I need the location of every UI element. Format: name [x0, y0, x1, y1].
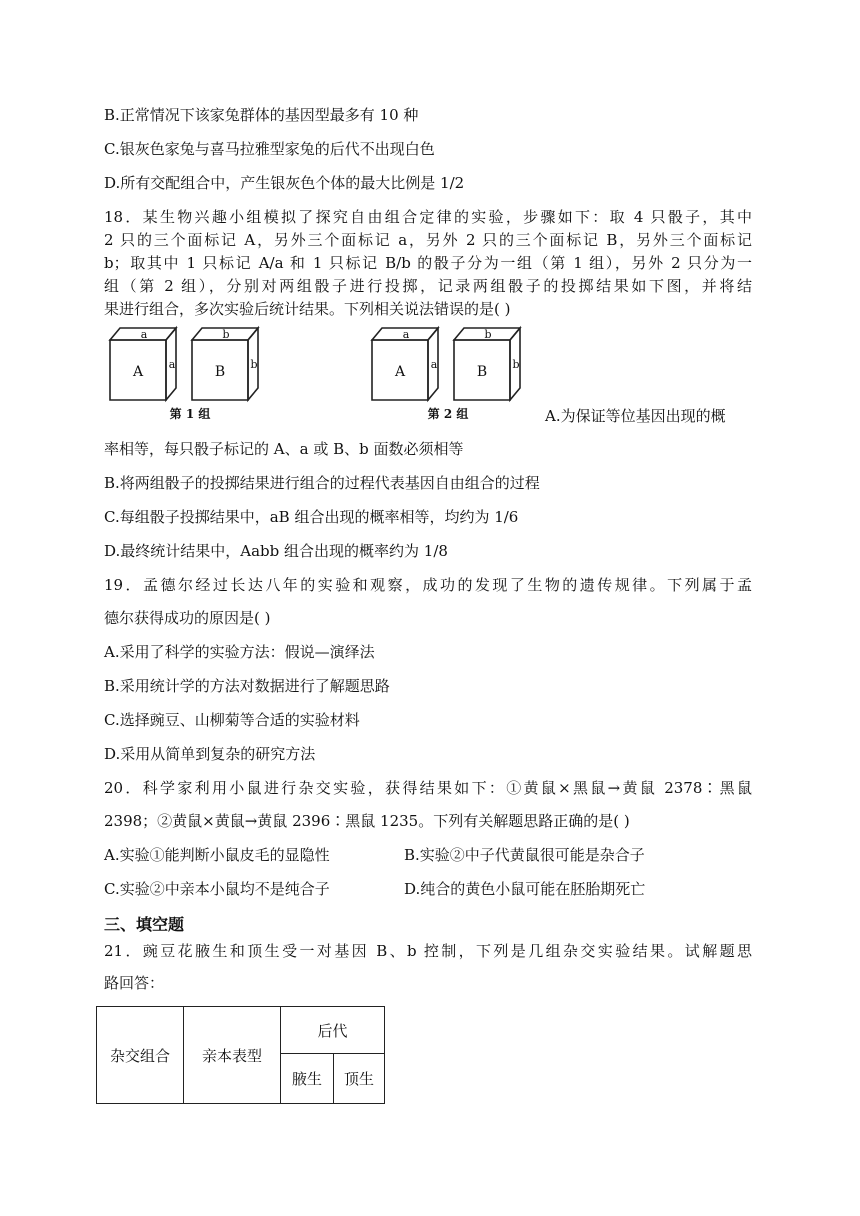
g2-cube2-front: B	[476, 364, 488, 380]
q18-option-d: D.最终统计结果中，Aabb 组合出现的概率约为 1/8	[104, 542, 448, 560]
g1-cube2-front: B	[214, 364, 226, 380]
q20-option-a: A.实验①能判断小鼠皮毛的显隐性	[104, 846, 330, 864]
table-header-cross: 杂交组合	[97, 1007, 184, 1104]
q19-option-d: D.采用从简单到复杂的研究方法	[104, 745, 316, 763]
q20-stem-line1: 20．科学家利用小鼠进行杂交实验，获得结果如下：①黄鼠×黑鼠→黄鼠 2378∶黑鼠	[104, 779, 752, 797]
g1-cube1-top: a	[140, 328, 148, 341]
q18-option-b: B.将两组骰子的投掷结果进行组合的过程代表基因自由组合的过程	[104, 474, 540, 492]
q21-stem-line1: 21．豌豆花腋生和顶生受一对基因 B、b 控制，下列是几组杂交实验结果。试解题思	[104, 942, 752, 960]
g1-cube1-side: a	[168, 358, 176, 371]
q19-option-c: C.选择豌豆、山柳菊等合适的实验材料	[104, 711, 360, 729]
g1-cube2-side: b	[250, 358, 258, 371]
g2-cube2-top: b	[484, 328, 492, 341]
q18-option-a-part2: 率相等，每只骰子标记的 A、a 或 B、b 面数必须相等	[104, 440, 464, 458]
q19-option-b: B.采用统计学的方法对数据进行了解题思路	[104, 677, 390, 695]
q18-stem-line5: 果进行组合，多次实验后统计结果。下列相关说法错误的是( )	[104, 300, 511, 318]
group2-label: 第 2 组	[427, 407, 469, 421]
g2-cube2-side: b	[512, 358, 520, 371]
q21-stem-line2: 路回答：	[104, 974, 165, 992]
group1-label: 第 1 组	[169, 407, 211, 421]
q17-option-b: B.正常情况下该家兔群体的基因型最多有 10 种	[104, 106, 419, 124]
q19-stem-line1: 19．孟德尔经过长达八年的实验和观察，成功的发现了生物的遗传规律。下列属于孟	[104, 576, 752, 594]
q20-option-c: C.实验②中亲本小鼠均不是纯合子	[104, 880, 330, 898]
table-header-parent: 亲本表型	[184, 1007, 281, 1104]
q19-option-a: A.采用了科学的实验方法：假说—演绎法	[104, 643, 375, 661]
q18-option-a-part1: A.为保证等位基因出现的概	[545, 407, 726, 425]
q18-option-c: C.每组骰子投掷结果中，aB 组合出现的概率相等，均约为 1/6	[104, 508, 519, 526]
dice-figure	[100, 322, 540, 422]
q17-option-d: D.所有交配组合中，产生银灰色个体的最大比例是 1/2	[104, 174, 465, 192]
q18-stem-line3: b；取其中 1 只标记 A/a 和 1 只标记 B/b 的骰子分为一组（第 1 组），另外 2 只分为一	[104, 254, 752, 272]
q18-stem-line2: 2 只的三个面标记 A，另外三个面标记 a，另外 2 只的三个面标记 B，另外三个面标记	[104, 231, 752, 249]
g2-cube1-side: a	[430, 358, 438, 371]
g2-cube1-top: a	[402, 328, 410, 341]
g2-cube1-front: A	[394, 364, 406, 380]
q20-stem-line2: 2398；②黄鼠×黄鼠→黄鼠 2396∶黑鼠 1235。下列有关解题思路正确的是( )	[104, 812, 630, 830]
hybrid-results-table	[96, 1006, 385, 1104]
q18-stem-line4: 组（第 2 组），分别对两组骰子进行投掷，记录两组骰子的投掷结果如下图，并将结	[104, 277, 752, 295]
g1-cube1-front: A	[132, 364, 144, 380]
table-header-terminal: 顶生	[334, 1054, 385, 1104]
q19-stem-line2: 德尔获得成功的原因是( )	[104, 609, 271, 627]
section-heading: 三、填空题	[104, 915, 185, 934]
q20-option-d: D.纯合的黄色小鼠可能在胚胎期死亡	[404, 880, 646, 898]
q20-option-b: B.实验②中子代黄鼠很可能是杂合子	[404, 846, 645, 864]
table-header-offspring: 后代	[281, 1007, 385, 1054]
g1-cube2-top: b	[222, 328, 230, 341]
q18-stem-line1: 18．某生物兴趣小组模拟了探究自由组合定律的实验，步骤如下：取 4 只骰子，其中	[104, 208, 752, 226]
q17-option-c: C.银灰色家兔与喜马拉雅型家兔的后代不出现白色	[104, 140, 435, 158]
table-header-axillary: 腋生	[281, 1054, 334, 1104]
